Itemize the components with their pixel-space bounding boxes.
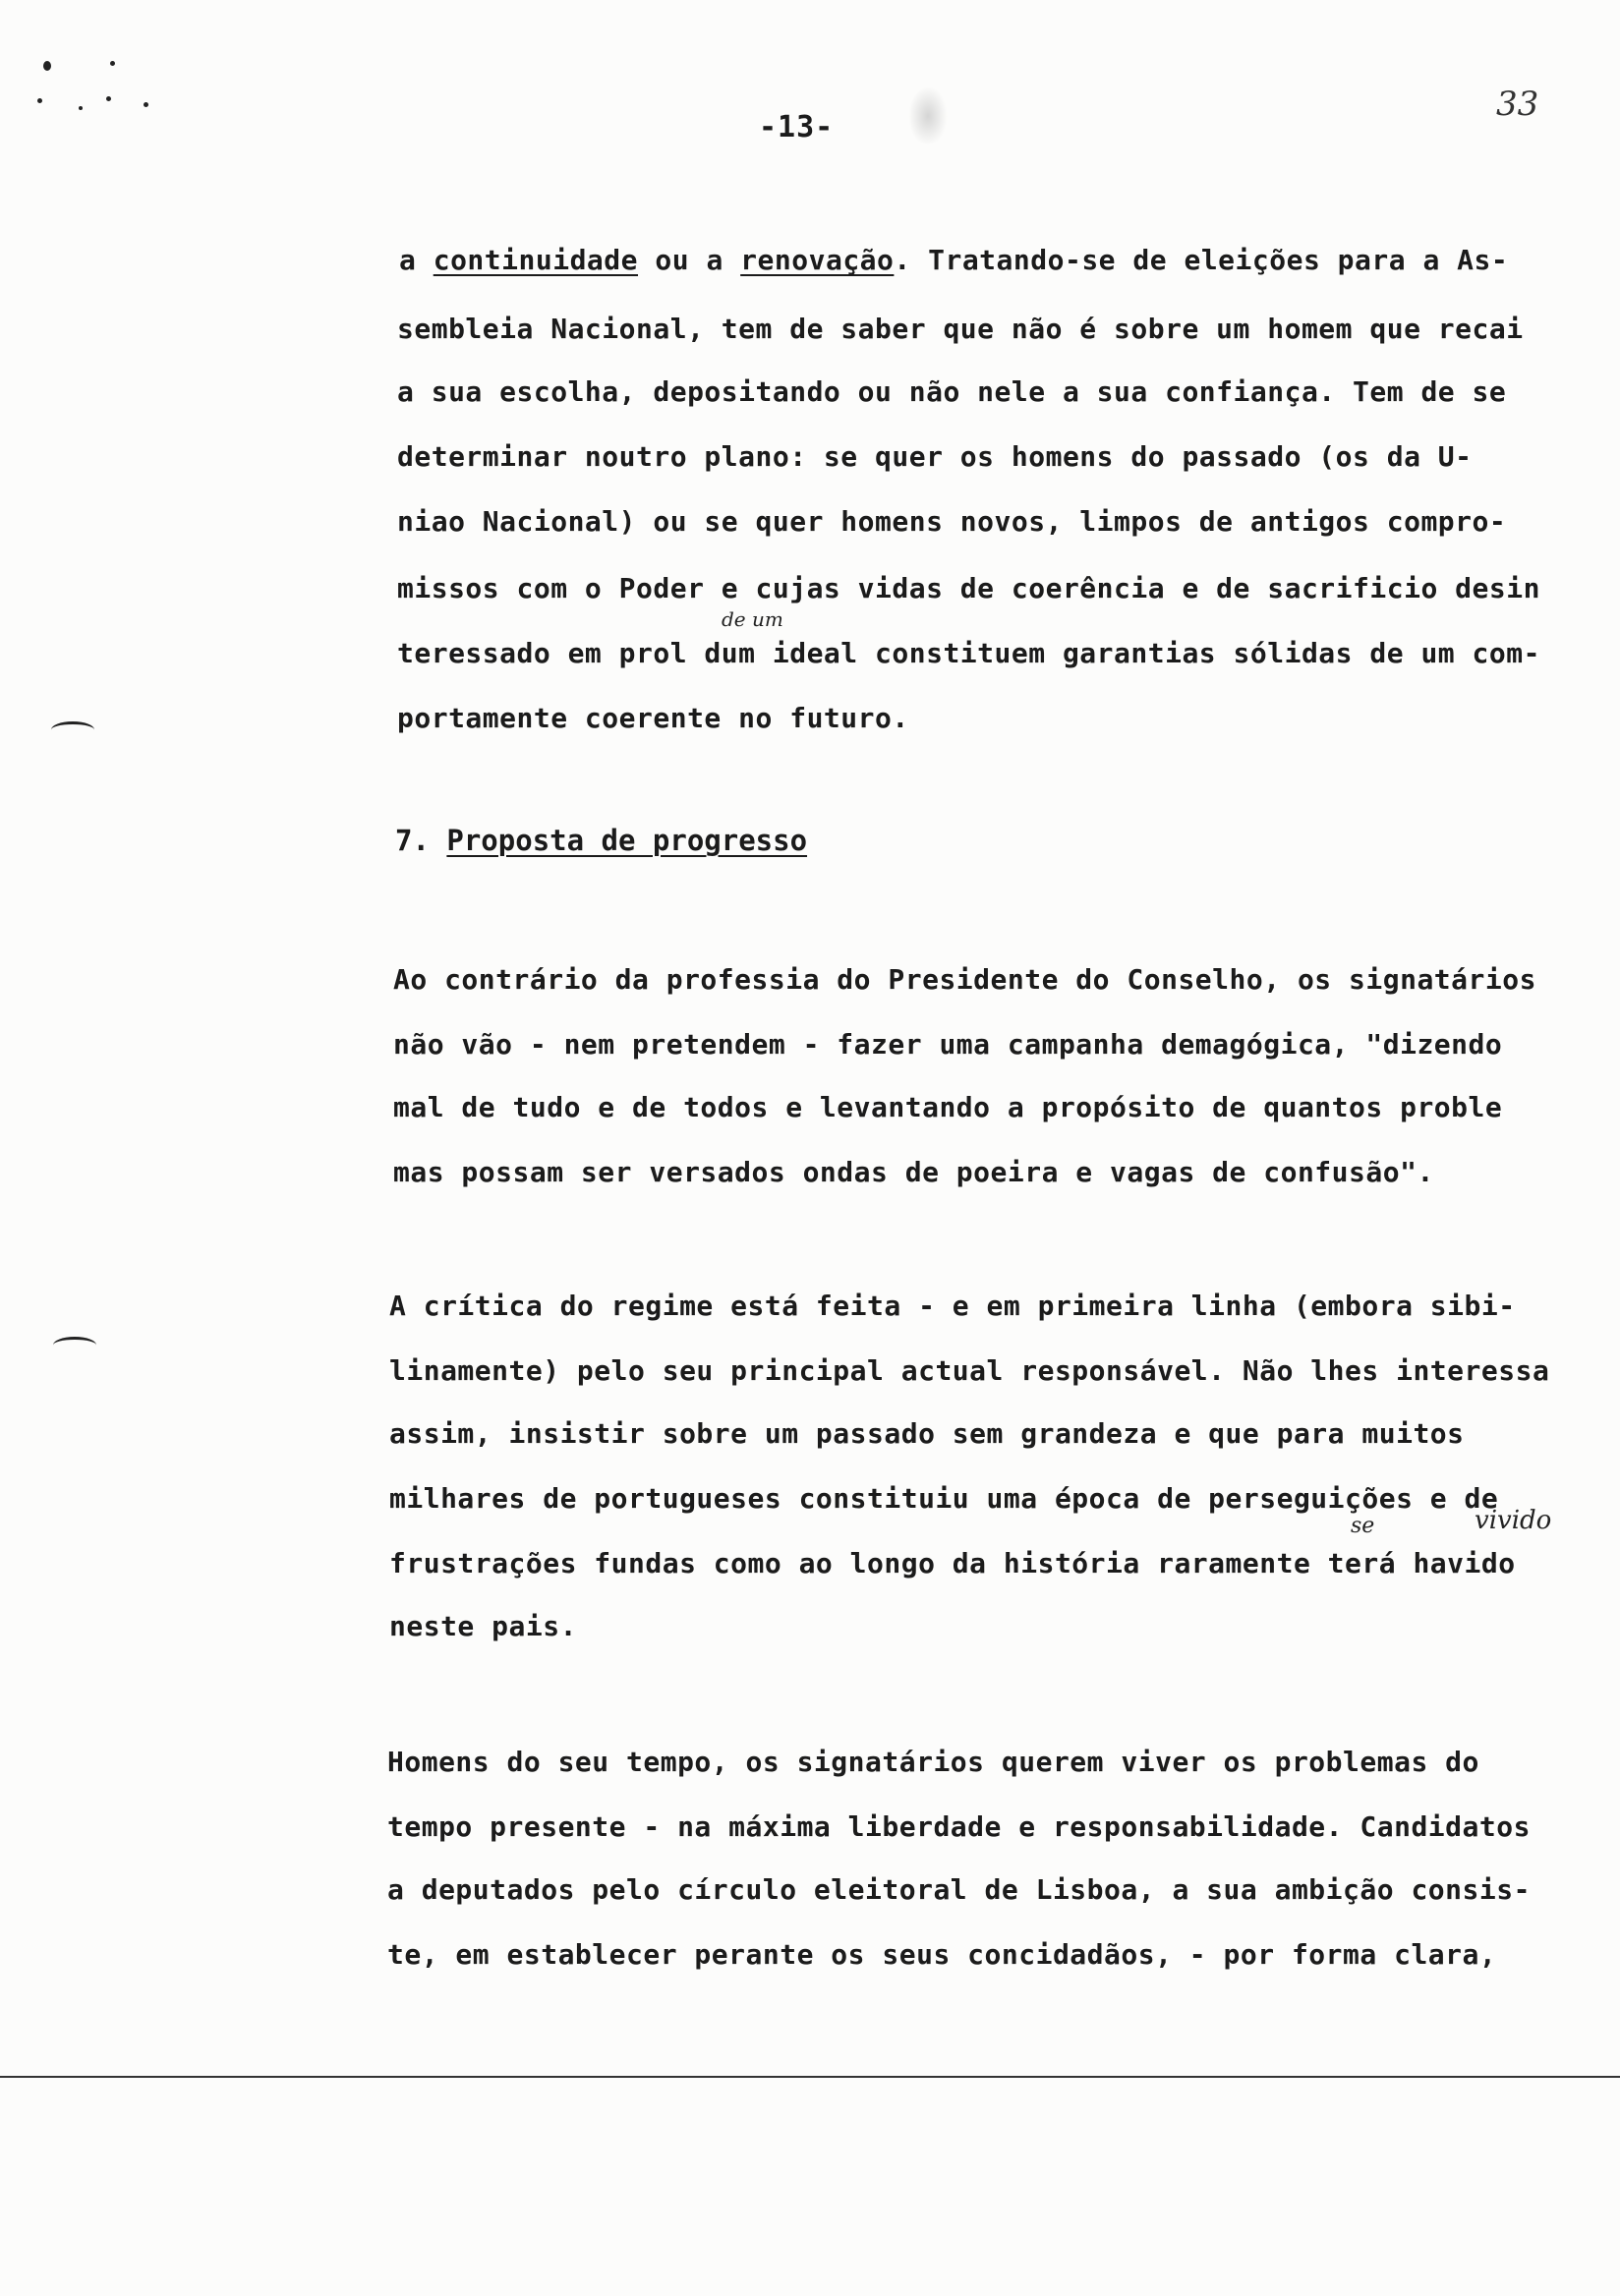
paragraph-2-line: Ao contrário da professia do Presidente do Conselho, os signatários (393, 963, 1536, 996)
paragraph-1-line: determinar noutro plano: se quer os homens do passado (os da U- (397, 440, 1473, 473)
paragraph-1-line: niao Nacional) ou se quer homens novos, limpos de antigos compro- (397, 505, 1507, 538)
paragraph-2-line: não vão - nem pretendem - fazer uma campanha demagógica, "dizendo (393, 1028, 1503, 1061)
handwritten-vivido: vivido (1475, 1506, 1552, 1535)
paragraph-1-line: portamente coerente no futuro. (397, 702, 909, 734)
paragraph-2-line: mal de tudo e de todos e levantando a propósito de quantos proble (393, 1091, 1503, 1123)
paragraph-4-line: te, em establecer perante os seus concidadãos, - por forma clara, (387, 1938, 1497, 1971)
section-heading (395, 824, 807, 857)
margin-mark (53, 1337, 96, 1353)
archive-number: 33 (1496, 85, 1539, 124)
paragraph-2-line: mas possam ser versados ondas de poeira e vagas de confusão". (393, 1156, 1434, 1188)
paragraph-3-line: neste pais. (389, 1610, 577, 1642)
underlined-continuidade: continuidade (433, 244, 639, 276)
paragraph-3-line: frustrações fundas como ao longo da história raramente terá havido (389, 1547, 1516, 1579)
scan-speck (106, 96, 111, 101)
handwritten-de-um: de um (722, 607, 783, 631)
section-title: Proposta de progresso (446, 824, 808, 857)
scan-speck (144, 102, 148, 107)
paragraph-1-line: a sua escolha, depositando ou não nele a sua confiança. Tem de se (397, 375, 1507, 408)
underlined-renovacao: renovação (740, 244, 895, 276)
scan-speck (110, 61, 115, 66)
scan-speck (79, 106, 83, 110)
paragraph-4-line: a deputados pelo círculo eleitoral de Lisboa, a sua ambição consis- (387, 1873, 1531, 1906)
scan-stain (908, 86, 948, 145)
margin-mark (51, 721, 94, 738)
bottom-rule (0, 2076, 1620, 2078)
paragraph-3-line: milhares de portugueses constituiu uma época de perseguições e de (389, 1482, 1499, 1515)
paragraph-1-line: teressado em prol dum ideal constituem garantias sólidas de um com- (397, 637, 1540, 669)
paragraph-1-line: sembleia Nacional, tem de saber que não é sobre um homem que recai (397, 313, 1524, 345)
paragraph-3-line: A crítica do regime está feita - e em primeira linha (embora sibi- (389, 1290, 1516, 1322)
paragraph-4-line: Homens do seu tempo, os signatários querem viver os problemas do (387, 1746, 1479, 1778)
scan-speck (37, 98, 42, 103)
section-number: 7. (395, 824, 430, 857)
paragraph-4-line: tempo presente - na máxima liberdade e responsabilidade. Candidatos (387, 1810, 1531, 1843)
handwritten-se: se (1351, 1514, 1375, 1538)
page-number: -13- (759, 110, 835, 144)
paragraph-1-line-1: a continuidade ou a renovação. Tratando-se de eleições para a As- (399, 244, 1509, 276)
scan-speck (43, 61, 51, 71)
paragraph-1-line: missos com o Poder e cujas vidas de coerência e de sacrificio desin (397, 572, 1540, 604)
paragraph-3-line: assim, insistir sobre um passado sem grandeza e que para muitos (389, 1417, 1465, 1450)
paragraph-3-line: linamente) pelo seu principal actual responsável. Não lhes interessa (389, 1354, 1550, 1387)
